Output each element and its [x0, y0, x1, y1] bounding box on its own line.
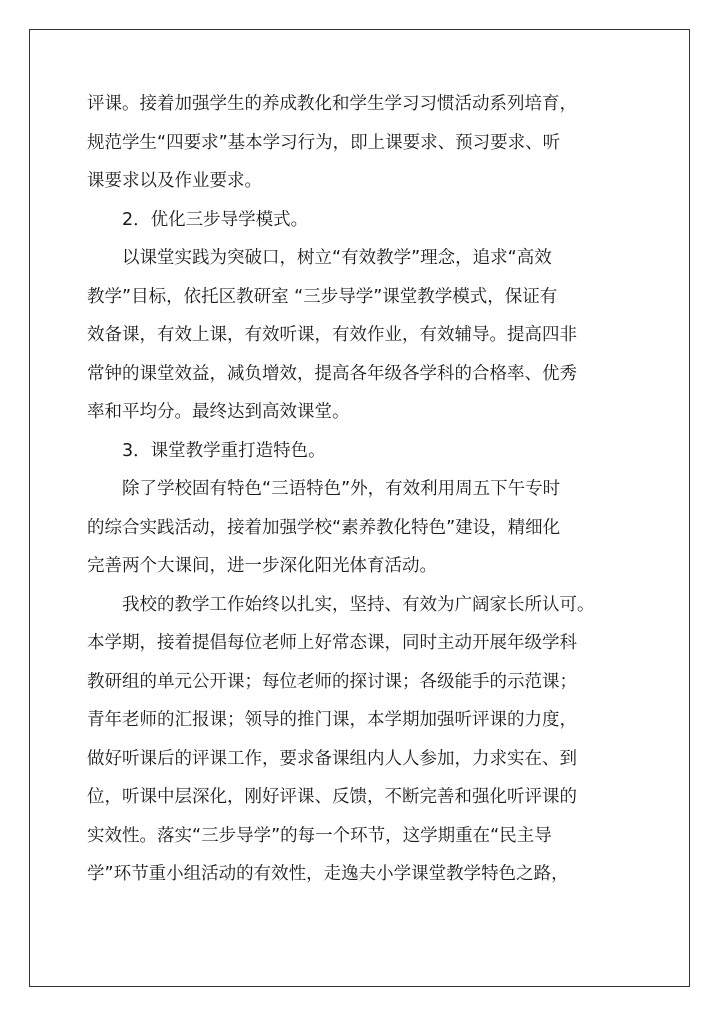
- paragraph-line: 以课堂实践为突破口，树立“有效教学”理念，追求“高效: [122, 248, 552, 268]
- document-body: [87, 85, 633, 894]
- paragraph-line: 做好听课后的评课工作，要求备课组内人人参加，力求实在、到: [87, 748, 577, 769]
- paragraph-line: 位，听课中层深化，刚好评课、反馈，不断完善和强化听评课的: [87, 787, 577, 807]
- paragraph-line: 规范学生“四要求”基本学习行为，即上课要求、预习要求、听: [87, 132, 561, 153]
- paragraph-line: 率和平均分。最终达到高效课堂。: [87, 402, 350, 422]
- paragraph-line: 的综合实践活动，接着加强学校“素养教化特色”建设，精细化: [87, 517, 561, 538]
- section-heading: 2．优化三步导学模式。: [122, 209, 309, 230]
- section-heading: 3．课堂教学重打造特色。: [122, 440, 326, 461]
- paragraph-line: 评课。接着加强学生的养成教化和学生学习习惯活动系列培育，: [87, 94, 577, 114]
- paragraph-line: 课要求以及作业要求。: [87, 171, 262, 191]
- paragraph-line: 常钟的课堂效益，减负增效，提高各年级各学科的合格率、优秀: [87, 363, 577, 384]
- paragraph-line: 完善两个大课间，进一步深化阳光体育活动。: [87, 556, 437, 576]
- paragraph-line: 教研组的单元公开课；每位老师的探讨课；各级能手的示范课；: [87, 671, 577, 692]
- paragraph-line: 本学期，接着提倡每位老师上好常态课，同时主动开展年级学科: [87, 633, 577, 653]
- paragraph-line: 教学”目标，依托区教研室 “三步导学”课堂教学模式，保证有: [87, 286, 558, 307]
- paragraph-line: 青年老师的汇报课；领导的推门课，本学期加强听评课的力度，: [87, 710, 577, 730]
- paragraph-line: 学”环节重小组活动的有效性，走逸夫小学课堂教学特色之路，: [87, 864, 569, 884]
- paragraph-line: 我校的教学工作始终以扎实，坚持、有效为广阔家长所认可。: [122, 594, 595, 615]
- paragraph-line: 效备课，有效上课，有效听课，有效作业，有效辅导。提高四非: [87, 325, 577, 345]
- paragraph-line: 实效性。落实“三步导学”的每一个环节，这学期重在“民主导: [87, 825, 552, 846]
- paragraph-line: 除了学校固有特色“三语特色”外，有效利用周五下午专时: [122, 479, 561, 499]
